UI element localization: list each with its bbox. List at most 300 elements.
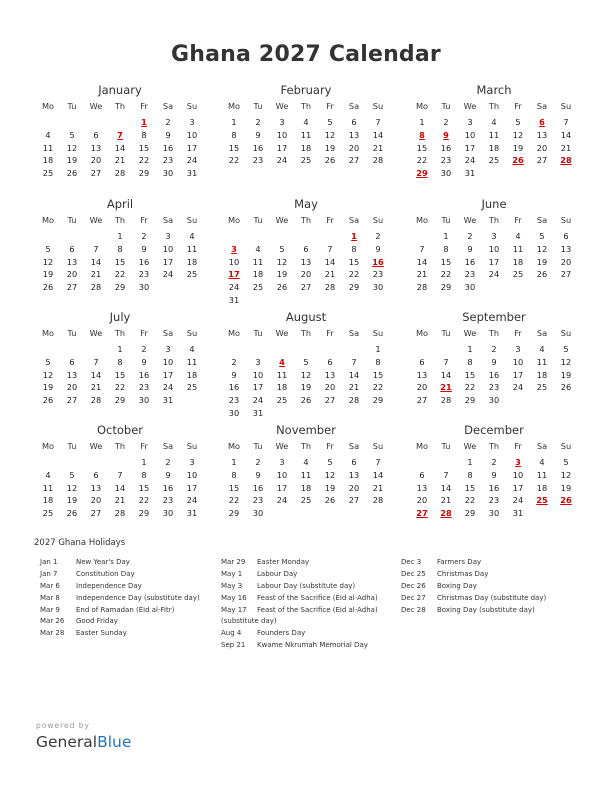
day-cell: 7 [443,356,449,367]
day-cell: 3 [515,344,521,354]
day-cell: 13 [416,482,428,493]
month-name: March [476,83,512,97]
weekday-label: Th [488,101,500,111]
weekday-label: Th [114,441,126,451]
day-cell: 19 [324,482,336,493]
day-cell: 8 [467,469,473,480]
weekday-label: Sa [348,441,360,451]
empty-day-cell [530,281,554,294]
day-cell: 29 [464,508,476,519]
holiday-item [221,569,378,581]
day-cell: 20 [536,142,548,153]
day-cell: 12 [42,256,54,267]
day-cell: 14 [90,256,102,267]
day-cell: 2 [443,117,449,127]
day-cell: 1 [141,457,147,467]
empty-day-cell [36,116,60,129]
day-cell: 13 [300,256,312,267]
holiday-column [40,557,200,640]
day-cell: 1 [467,457,473,467]
week-row [222,381,390,394]
brand-name-blue: Blue [97,733,132,751]
empty-day-cell [318,407,342,420]
day-cell: 1 [231,117,237,127]
day-cell: 23 [228,395,240,406]
day-cell: 11 [252,256,264,267]
day-cell: 17 [488,256,500,267]
day-cell: 8 [443,243,449,254]
day-cell: 22 [348,269,360,280]
day-cell: 25 [276,395,288,406]
day-cell: 7 [351,356,357,367]
day-cell: 5 [279,243,285,254]
week-row [222,507,390,520]
holiday-date: Dec 28 [401,605,426,614]
holiday-column [221,557,378,652]
powered-by-text: powered by [36,721,90,730]
day-cell: 10 [162,356,174,367]
holiday-date: Mar 9 [40,605,60,614]
day-cell: 25 [186,269,198,280]
day-cell: 3 [165,231,171,241]
day-cell: 24 [488,269,500,280]
holiday-item [40,605,200,617]
day-cell: 2 [231,356,237,367]
empty-day-cell [506,394,530,407]
day-cell: 29 [138,508,150,519]
day-cell: 18 [512,256,524,267]
day-cell: 2 [375,231,381,241]
day-cell: 16 [252,482,264,493]
day-cell: 27 [416,395,428,406]
day-cell: 11 [300,129,312,140]
day-cell: 6 [419,356,425,367]
weekday-label: Th [488,328,500,338]
holiday-date: Mar 6 [40,581,60,590]
weekday-label: Su [560,215,572,225]
weekday-label: Su [186,441,198,451]
weekday-header [410,438,578,455]
day-cell: 6 [351,457,357,467]
weekday-label: We [89,101,103,111]
day-cell: 4 [189,344,195,354]
empty-day-cell [60,116,84,129]
holiday-name: Labour Day (substitute day) [257,581,356,590]
holiday-date: May 16 [221,593,247,602]
day-cell: 3 [279,117,285,127]
week-row [36,507,204,520]
week-row [410,356,578,369]
month-january [36,82,204,180]
day-cell: 6 [69,356,75,367]
weekday-label: Sa [162,101,174,111]
day-cell: 15 [348,256,360,267]
holiday-name: Farmers Day [437,558,482,566]
day-cell: 2 [165,457,171,467]
day-cell: 6 [563,231,569,241]
month-name: January [98,83,142,97]
empty-day-cell [270,230,294,243]
weekday-label: Tu [253,215,263,225]
holiday-date: May 1 [221,569,243,578]
weekday-label: Tu [441,215,451,225]
empty-day-cell [222,230,246,243]
day-cell: 18 [300,482,312,493]
month-august [222,309,390,420]
day-cell: 11 [536,469,548,480]
day-cell: 17 [186,482,198,493]
empty-day-cell [342,294,366,307]
day-cell: 12 [560,469,572,480]
empty-day-cell [60,456,84,469]
week-row [410,256,578,269]
day-cell: 21 [324,269,336,280]
week-row [36,281,204,294]
weekday-label: Fr [514,215,522,225]
weekday-label: Tu [253,101,263,111]
day-cell: 16 [162,142,174,153]
weekday-header [410,212,578,229]
empty-day-cell [180,394,204,407]
day-cell: 17 [512,482,524,493]
week-row [222,142,390,155]
weekday-label: Tu [441,328,451,338]
day-cell: 23 [162,495,174,506]
day-cell: 14 [114,482,126,493]
empty-day-cell [294,230,318,243]
day-cell: 7 [563,117,569,127]
day-cell: 24 [162,382,174,393]
holiday-day: 21 [440,382,452,393]
day-cell: 28 [90,282,102,293]
day-cell: 23 [372,269,384,280]
day-cell: 7 [117,469,123,480]
empty-day-cell [434,456,458,469]
day-cell: 28 [372,155,384,166]
day-cell: 25 [512,269,524,280]
day-cell: 21 [348,382,360,393]
month-june [410,196,578,294]
day-cell: 19 [536,256,548,267]
week-row [410,507,578,520]
day-cell: 7 [327,243,333,254]
weekday-label: Mo [227,215,241,225]
day-cell: 24 [512,495,524,506]
holiday-day: 6 [539,117,545,127]
week-row [222,281,390,294]
day-cell: 18 [252,269,264,280]
holiday-date: Aug 4 [221,629,242,638]
day-cell: 23 [440,155,452,166]
day-cell: 29 [114,282,126,293]
day-cell: 27 [324,395,336,406]
empty-day-cell [36,343,60,356]
day-cell: 29 [348,282,360,293]
holiday-day: 7 [117,129,123,140]
day-cell: 3 [189,117,195,127]
weekday-header [36,212,204,229]
generalblue-logo [36,720,131,752]
day-cell: 22 [228,495,240,506]
holiday-name: Christmas Day (substitute day) [437,593,547,602]
day-cell: 28 [416,282,428,293]
weekday-label: Mo [41,215,55,225]
day-cell: 1 [117,344,123,354]
holiday-day: 26 [512,155,524,166]
weekday-label: Su [372,101,384,111]
day-cell: 12 [512,129,524,140]
week-row [36,142,204,155]
empty-day-cell [36,230,60,243]
day-cell: 15 [228,142,240,153]
day-cell: 28 [324,282,336,293]
day-cell: 2 [491,457,497,467]
day-cell: 13 [324,369,336,380]
empty-day-cell [530,507,554,520]
day-cell: 9 [141,243,147,254]
empty-day-cell [554,394,578,407]
empty-day-cell [342,343,366,356]
holiday-item [221,628,378,640]
holiday-item [401,557,546,569]
day-cell: 29 [138,168,150,179]
weekday-label: Su [560,441,572,451]
day-cell: 21 [560,142,572,153]
empty-day-cell [294,294,318,307]
day-cell: 27 [348,155,360,166]
day-cell: 13 [348,129,360,140]
empty-day-cell [318,507,342,520]
day-cell: 21 [114,495,126,506]
day-cell: 18 [42,155,54,166]
brand-name [36,732,131,752]
day-cell: 30 [138,282,150,293]
holiday-name: Easter Monday [257,558,310,566]
holiday-name: Boxing Day [437,581,477,590]
day-cell: 11 [488,129,500,140]
day-cell: 14 [348,369,360,380]
day-cell: 26 [276,282,288,293]
day-cell: 30 [162,168,174,179]
day-cell: 13 [536,129,548,140]
weekday-label: Th [300,328,312,338]
day-cell: 9 [165,129,171,140]
day-cell: 10 [186,129,198,140]
day-cell: 4 [539,344,545,354]
day-cell: 6 [419,469,425,480]
weekday-label: We [89,441,103,451]
empty-day-cell [246,294,270,307]
day-cell: 25 [300,495,312,506]
weekday-label: Fr [326,101,334,111]
day-cell: 16 [488,482,500,493]
day-cell: 10 [162,243,174,254]
month-name: July [109,310,131,324]
day-cell: 21 [440,495,452,506]
day-cell: 17 [162,369,174,380]
day-cell: 15 [138,142,150,153]
day-cell: 21 [114,155,126,166]
day-cell: 2 [491,344,497,354]
day-cell: 3 [279,457,285,467]
week-row [222,356,390,369]
holiday-day: 25 [536,495,548,506]
day-cell: 19 [560,369,572,380]
empty-day-cell [506,167,530,180]
day-cell: 23 [252,495,264,506]
holiday-day: 16 [372,256,384,267]
day-cell: 9 [165,469,171,480]
day-cell: 8 [375,356,381,367]
weekday-header [410,98,578,115]
weekday-label: We [275,215,289,225]
week-row [410,482,578,495]
day-cell: 18 [42,495,54,506]
day-cell: 27 [90,508,102,519]
month-name: November [276,423,336,437]
empty-day-cell [222,343,246,356]
day-cell: 29 [464,395,476,406]
weekday-label: We [275,101,289,111]
day-cell: 18 [300,142,312,153]
day-cell: 25 [488,155,500,166]
empty-day-cell [530,394,554,407]
holiday-date: Dec 27 [401,593,426,602]
day-cell: 20 [66,382,78,393]
holiday-day: 1 [141,117,147,127]
weekday-label: Su [560,328,572,338]
day-cell: 2 [255,117,261,127]
week-row [222,407,390,420]
day-cell: 8 [467,356,473,367]
month-february [222,82,390,167]
day-cell: 21 [372,482,384,493]
day-cell: 5 [69,129,75,140]
day-cell: 5 [539,231,545,241]
holiday-date: Dec 25 [401,569,426,578]
day-cell: 17 [512,369,524,380]
day-cell: 16 [440,142,452,153]
weekday-label: We [463,441,477,451]
day-cell: 10 [276,129,288,140]
day-cell: 22 [114,269,126,280]
holiday-day: 26 [560,495,572,506]
weekday-label: We [275,328,289,338]
weekday-label: Mo [41,328,55,338]
day-cell: 22 [372,382,384,393]
day-cell: 4 [515,231,521,241]
day-cell: 20 [324,382,336,393]
holiday-item [221,605,378,617]
holiday-day: 3 [231,243,237,254]
day-cell: 13 [66,369,78,380]
day-cell: 26 [324,495,336,506]
day-cell: 30 [228,407,240,418]
month-name: December [464,423,524,437]
empty-day-cell [366,507,390,520]
day-cell: 18 [186,256,198,267]
day-cell: 31 [228,294,240,305]
day-cell: 25 [186,382,198,393]
day-cell: 19 [300,382,312,393]
weekday-label: We [463,215,477,225]
day-cell: 18 [536,369,548,380]
day-cell: 16 [488,369,500,380]
week-row [410,343,578,356]
holiday-item [221,581,378,593]
empty-day-cell [434,343,458,356]
empty-day-cell [270,294,294,307]
day-cell: 4 [491,117,497,127]
week-row [410,381,578,394]
day-cell: 8 [117,243,123,254]
day-cell: 11 [42,482,54,493]
holiday-item [221,640,378,652]
day-cell: 3 [255,356,261,367]
empty-day-cell [60,230,84,243]
holiday-item [40,593,200,605]
holiday-name: Good Friday [76,617,118,626]
day-cell: 6 [303,243,309,254]
day-cell: 11 [300,469,312,480]
week-row [410,243,578,256]
day-cell: 9 [255,469,261,480]
month-name: February [280,83,332,97]
day-cell: 25 [300,155,312,166]
week-row [36,167,204,180]
day-cell: 26 [324,155,336,166]
day-cell: 26 [42,395,54,406]
weekday-label: Tu [441,101,451,111]
empty-day-cell [318,294,342,307]
weekday-label: Mo [227,101,241,111]
weekday-label: Su [372,328,384,338]
empty-day-cell [60,343,84,356]
day-cell: 29 [372,395,384,406]
holiday-name: Independence Day (substitute day) [76,593,200,602]
day-cell: 14 [440,369,452,380]
day-cell: 13 [90,482,102,493]
weekday-label: Su [186,101,198,111]
weekday-label: Sa [536,215,548,225]
week-row [36,256,204,269]
day-cell: 18 [186,369,198,380]
month-name: October [96,423,144,437]
day-cell: 28 [348,395,360,406]
day-cell: 10 [488,243,500,254]
week-row [410,129,578,142]
holiday-item [40,569,200,581]
day-cell: 5 [515,117,521,127]
day-cell: 14 [416,256,428,267]
weekday-label: Fr [140,101,148,111]
day-cell: 16 [138,256,150,267]
empty-day-cell [108,116,132,129]
day-cell: 2 [255,457,261,467]
week-row [222,369,390,382]
holiday-date: Mar 26 [40,617,65,626]
day-cell: 10 [464,129,476,140]
holiday-name: Independence Day [76,581,142,590]
weekday-label: Mo [415,328,429,338]
day-cell: 20 [90,155,102,166]
day-cell: 1 [117,231,123,241]
weekday-label: Sa [536,328,548,338]
weekday-label: We [463,328,477,338]
day-cell: 19 [42,382,54,393]
holiday-day: 1 [351,231,357,241]
weekday-header [222,325,390,342]
